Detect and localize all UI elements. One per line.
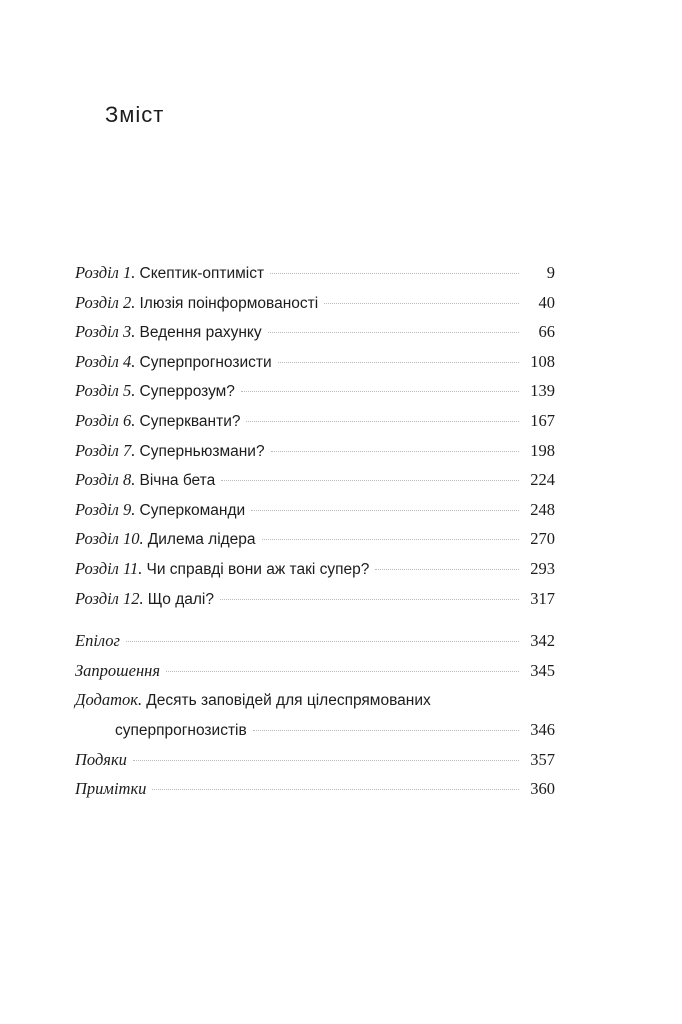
chapter-label: Розділ 1.: [75, 263, 136, 282]
chapter-title: Суперкванти?: [139, 412, 241, 430]
toc-entry-chapter-12: [75, 584, 555, 614]
chapter-label: Розділ 9.: [75, 499, 136, 519]
chapter-title: Ведення рахунку: [139, 324, 262, 342]
dot-leader: [126, 641, 519, 642]
chapter-label: Розділ 11.: [75, 558, 143, 578]
chapter-title: Суперньюзмани?: [139, 442, 265, 460]
page-number: 293: [530, 558, 555, 578]
toc-entry-chapter-4: [75, 347, 555, 377]
toc-entry-notes: [75, 774, 555, 804]
page-number: 270: [530, 529, 555, 549]
dot-leader: [324, 303, 519, 304]
dot-leader: [241, 391, 519, 392]
dot-leader: [262, 539, 519, 540]
dot-leader: [133, 760, 519, 761]
page-number: 198: [530, 440, 555, 460]
chapter-label: Розділ 8.: [75, 470, 136, 490]
page-number: 108: [530, 351, 555, 371]
entry-label: Запрошення: [75, 660, 160, 680]
entry-title-line-1: Десять заповідей для цілеспрямованих: [146, 692, 431, 710]
chapter-title: Що далі?: [147, 590, 214, 608]
toc-entry-chapter-5: [75, 376, 555, 406]
entry-label: Подяки: [75, 749, 127, 769]
toc-entry-chapter-8: [75, 465, 555, 495]
dot-leader: [253, 730, 519, 731]
chapter-title: Суперкоманди: [139, 501, 246, 519]
chapter-title: Скептик-оптиміст: [139, 265, 265, 282]
dot-leader: [375, 569, 519, 570]
chapter-title: Суперпрогнозисти: [139, 353, 272, 371]
toc-entry-chapter-3: [75, 317, 555, 347]
chapter-title: Ілюзія поінформованості: [139, 294, 319, 312]
chapter-label: Розділ 12.: [75, 588, 144, 608]
dot-leader: [246, 421, 519, 422]
toc-entry-invitation: [75, 656, 555, 686]
page-number: 66: [538, 322, 555, 342]
toc-entry-chapter-6: [75, 406, 555, 436]
chapter-label: Розділ 2.: [75, 292, 136, 312]
dot-leader: [220, 599, 519, 600]
toc-entry-chapter-7: [75, 436, 555, 466]
entry-title-line-2: суперпрогнозистів: [115, 721, 247, 739]
toc-entry-acknowledgements: [75, 745, 555, 775]
chapter-label: Розділ 10.: [75, 529, 144, 549]
chapter-title: Вічна бета: [139, 472, 216, 490]
dot-leader: [152, 789, 519, 790]
toc-entry-chapter-11: [75, 554, 555, 584]
toc-entry-chapter-9: [75, 495, 555, 525]
page-number: 224: [530, 470, 555, 490]
dot-leader: [278, 362, 519, 363]
page-number: 346: [530, 719, 555, 739]
page-number: 345: [530, 660, 555, 680]
chapter-title: Чи справді вони аж такі супер?: [146, 560, 370, 578]
page-number: 342: [530, 631, 555, 651]
dot-leader: [251, 510, 519, 511]
chapter-title: Дилема лідера: [147, 531, 256, 549]
chapter-label: Розділ 5.: [75, 381, 136, 401]
page-number: 317: [530, 588, 555, 608]
toc-entry-epilogue: [75, 626, 555, 656]
dot-leader: [166, 671, 519, 672]
dot-leader: [271, 451, 519, 452]
dot-leader: [270, 273, 519, 274]
page-number: 357: [530, 749, 555, 769]
page-number: 167: [530, 410, 555, 430]
chapter-label: Розділ 3.: [75, 322, 136, 342]
entry-label: Епілог: [75, 631, 120, 651]
chapter-label: Розділ 6.: [75, 410, 136, 430]
chapter-label: Розділ 4.: [75, 351, 136, 371]
table-of-contents: [75, 258, 555, 804]
page-number: 40: [538, 292, 555, 312]
chapter-title: Суперрозум?: [139, 383, 235, 401]
page-number: 248: [530, 499, 555, 519]
entry-label: Примітки: [75, 779, 147, 799]
toc-entry-chapter-10: [75, 524, 555, 554]
entry-label: Додаток.: [75, 690, 143, 710]
toc-entry-appendix: [75, 685, 555, 744]
toc-entry-chapter-2: [75, 288, 555, 318]
page-title: Зміст: [105, 102, 165, 127]
page-number: 139: [530, 381, 555, 401]
dot-leader: [268, 332, 519, 333]
toc-entry-chapter-1: [75, 258, 555, 288]
page-number: 360: [530, 779, 555, 799]
chapter-label: Розділ 7.: [75, 440, 136, 460]
page-number: 9: [546, 263, 555, 282]
dot-leader: [221, 480, 519, 481]
